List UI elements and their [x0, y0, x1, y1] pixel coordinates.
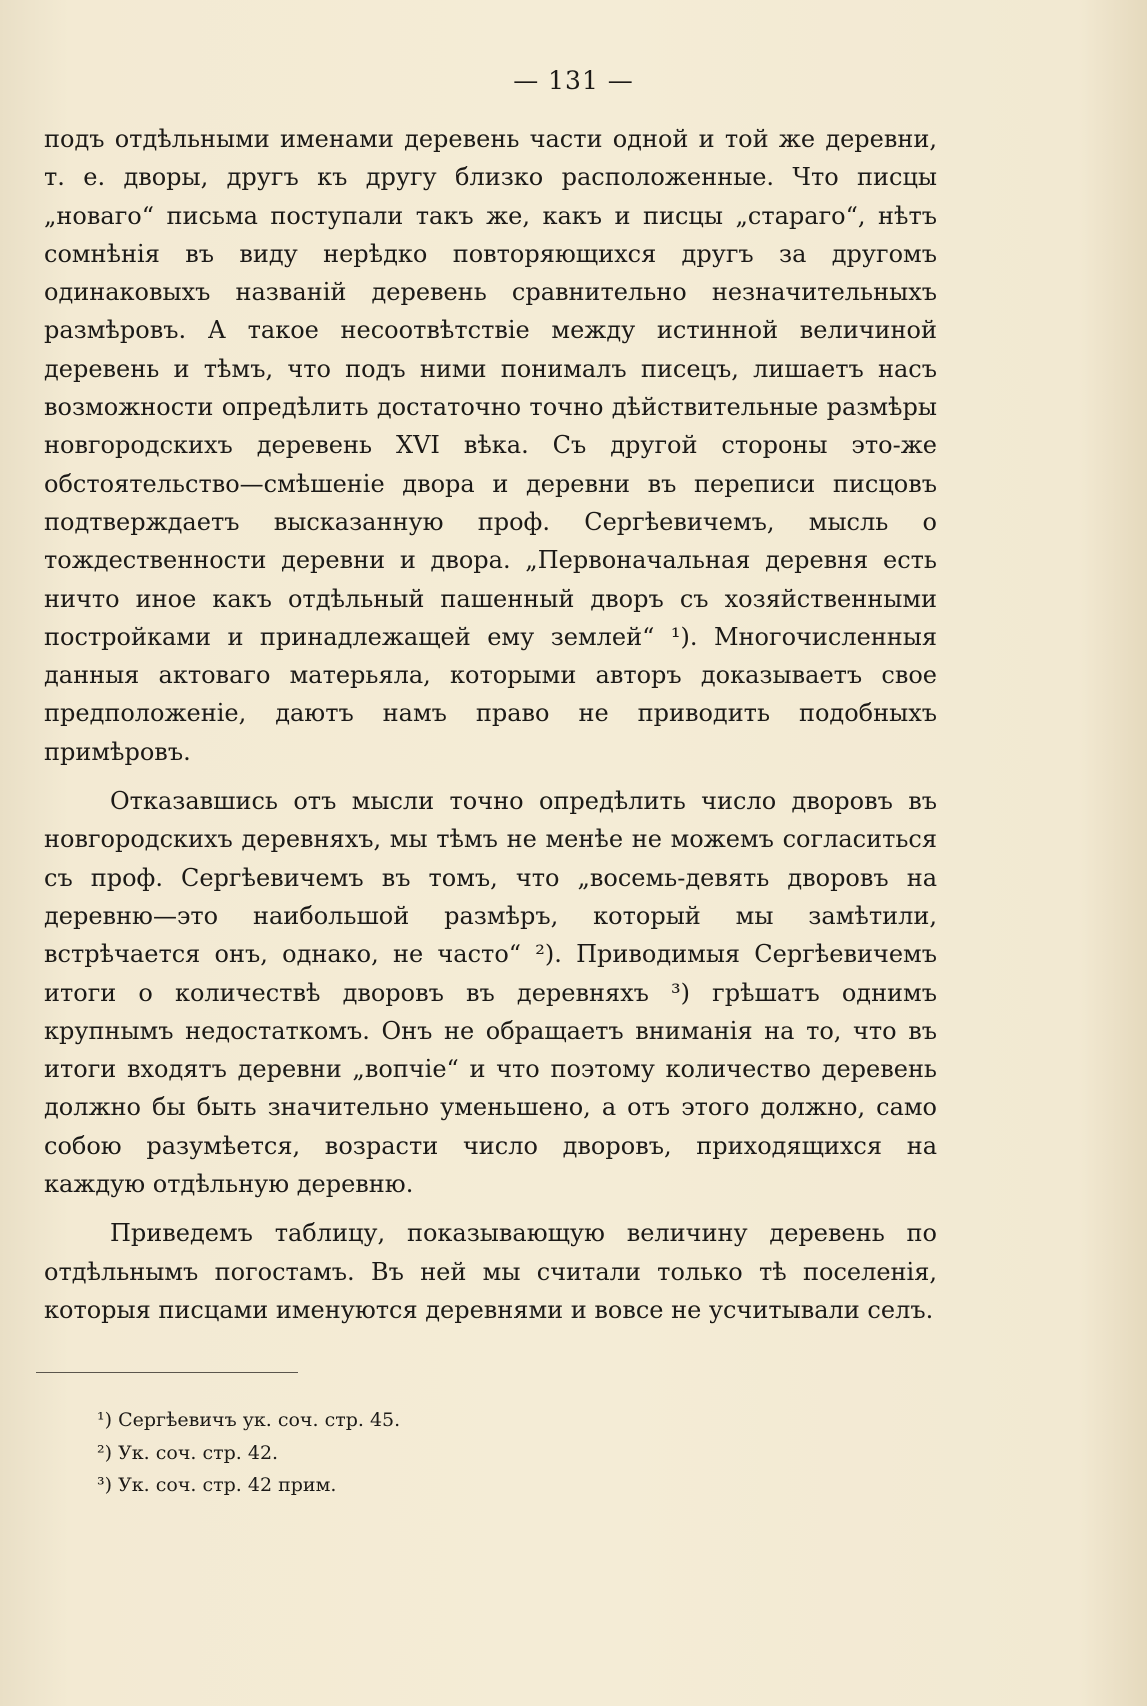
- paragraph-3: Приведемъ таблицу, показывающую величину деревень по отдѣльнымъ погостамъ. Въ ней мы считали только тѣ поселенія, которыя писцами именуются деревнями и вовсе не усчитывали селъ.: [44, 1219, 937, 1324]
- body-text: [44, 120, 937, 1329]
- footnote-1: ¹) Сергѣевичъ ук. соч. стр. 45.: [97, 1409, 401, 1431]
- footnote-3: ³) Ук. соч. стр. 42 прим.: [97, 1474, 337, 1496]
- footnote-divider: [36, 1372, 298, 1373]
- paragraph-2: Отказавшись отъ мысли точно опредѣлить число дворовъ въ новгородскихъ деревняхъ, мы тѣмъ не менѣе не можемъ согласиться съ проф. Сергѣевичемъ въ томъ, что „восемь-девять дворовъ на деревню—это наибольшой размѣръ, который мы замѣтили, встрѣчается онъ, однако, не часто“ ²). Приводимыя Сергѣевичемъ итоги о количествѣ дворовъ въ деревняхъ ³) грѣшатъ однимъ крупнымъ недостаткомъ. Онъ не обращаетъ вниманія на то, что въ итоги входятъ деревни „вопчіе“ и что поэтому количество деревень должно бы быть значительно уменьшено, а отъ этого должно, само собою разумѣется, возрасти число дворовъ, приходящихся на каждую отдѣльную деревню.: [44, 787, 937, 1199]
- page-number: — 131 —: [513, 66, 634, 95]
- footnotes: [97, 1404, 400, 1502]
- footnote-2: ²) Ук. соч. стр. 42.: [97, 1441, 279, 1464]
- paragraph-1: подъ отдѣльными именами деревень части одной и той же деревни, т. е. дворы, другъ къ другу близко расположенные. Что писцы „новаго“ письма поступали такъ же, какъ и писцы „стараго“, нѣтъ сомнѣнія въ виду нерѣдко повторяющихся другъ за другомъ одинаковыхъ названій деревень сравнительно незначительныхъ размѣровъ. А такое несоотвѣтствіе между истинной величиной деревень и тѣмъ, что подъ ними понималъ писецъ, лишаетъ насъ возможности опредѣлить достаточно точно дѣйствительные размѣры новгородскихъ деревень XVI вѣка. Съ другой стороны это-же обстоятельство—смѣшеніе двора и деревни въ переписи писцовъ подтверждаетъ высказанную проф. Сергѣевичемъ, мысль о тождественности деревни и двора. „Первоначальная деревня есть ничто иное какъ отдѣльный пашенный дворъ съ хозяйственными постройками и принадлежащей ему землей“ ¹). Многочисленныя данныя актоваго матерьяла, которыми авторъ доказываетъ свое предположеніе, даютъ намъ право не приводить подобныхъ примѣровъ.: [44, 125, 937, 766]
